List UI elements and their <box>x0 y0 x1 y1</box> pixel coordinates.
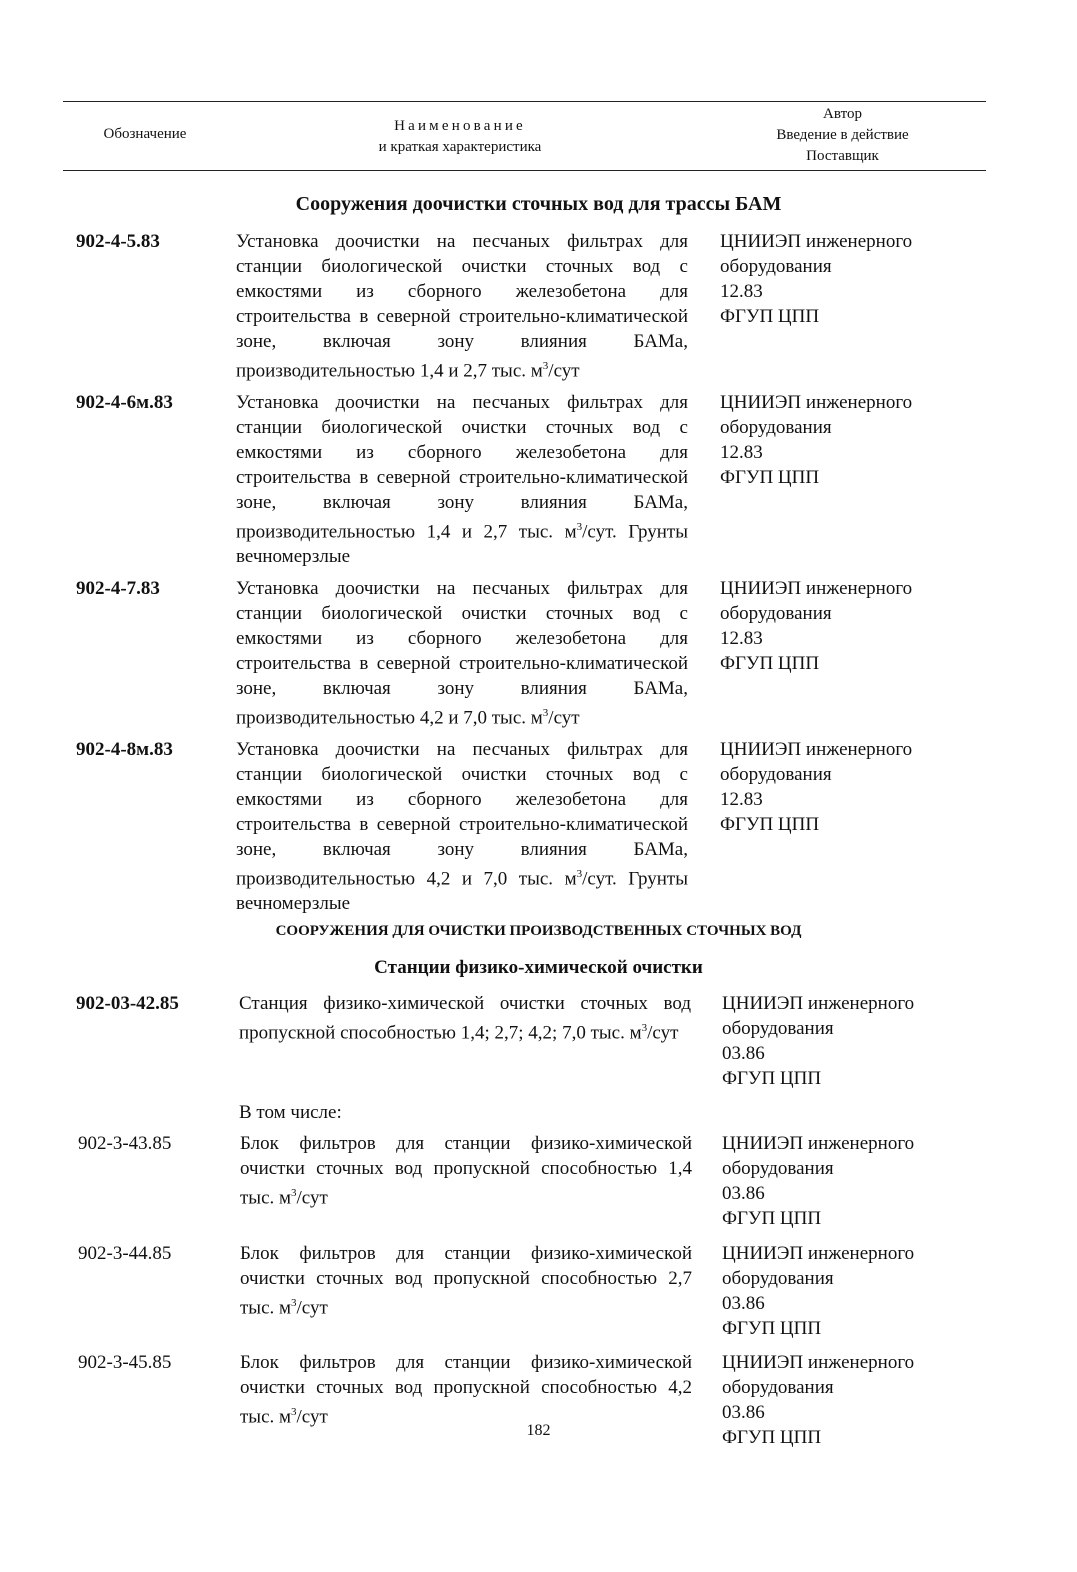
entry-author-block <box>720 737 980 837</box>
entry-date: 12.83 <box>720 442 763 463</box>
entry-author-block <box>722 1241 982 1341</box>
section-title-physchem: Станции физико-химической очистки <box>374 957 703 978</box>
entry-date: 03.86 <box>722 1043 765 1064</box>
header-col-name-line2: и краткая характеристика <box>378 139 542 155</box>
including-label: В том числе: <box>239 1102 342 1123</box>
entry-date: 03.86 <box>722 1293 765 1314</box>
entry-author-line2: оборудования <box>722 1268 834 1289</box>
entry-author-line2: оборудования <box>720 603 832 624</box>
section-title-bam: Сооружения доочистки сточных вод для трассы БАМ <box>295 193 782 215</box>
page-number: 182 <box>526 1422 551 1439</box>
header-bottom-rule <box>63 170 986 171</box>
entry-description: Блок фильтров для станции физико-химической очистки сточных вод пропускной способностью 4,2 тыс. $м^3$/сут <box>240 1352 692 1428</box>
header-col-author-line3: Поставщик <box>806 148 879 164</box>
entry-author: ЦНИИЭП инженерного <box>720 739 913 760</box>
entry-code: 902-4-8м.83 <box>76 739 173 760</box>
entry-code: 902-3-44.85 <box>78 1243 172 1264</box>
entry-author-line2: оборудования <box>720 256 832 277</box>
entry-description: Установка доочистки на песчаных фильтрах для станции биологической очистки сточных вод с емкостями из сборного железобетона для строительства в северной строительно-климатической зоне, включая зону влияния БАМа, производительностью 1,4 и 2,7 тыс. $м^3$/сут <box>236 231 688 382</box>
entry-date: 12.83 <box>720 628 763 649</box>
entry-author-line2: оборудования <box>722 1158 834 1179</box>
entry-supplier: ФГУП ЦПП <box>720 306 820 327</box>
entry-author: ЦНИИЭП инженерного <box>722 1352 915 1373</box>
entry-supplier: ФГУП ЦПП <box>722 1318 822 1339</box>
entry-code: 902-4-5.83 <box>76 231 160 252</box>
entry-date: 12.83 <box>720 789 763 810</box>
header-col-designation: Обозначение <box>103 126 187 142</box>
entry-author-line2: оборудования <box>720 417 832 438</box>
entry-author-line2: оборудования <box>722 1018 834 1039</box>
entry-description: Установка доочистки на песчаных фильтрах для станции биологической очистки сточных вод с емкостями из сборного железобетона для строительства в северной строительно-климатической зоне, включая зону влияния БАМа, производительностью 4,2 и 7,0 тыс. $м^3$/сут <box>236 578 688 729</box>
entry-supplier: ФГУП ЦПП <box>720 814 820 835</box>
entry-supplier: ФГУП ЦПП <box>720 467 820 488</box>
entry-description: Блок фильтров для станции физико-химической очистки сточных вод пропускной способностью 1,4 тыс. $м^3$/сут <box>240 1133 692 1209</box>
entry-date: 03.86 <box>722 1183 765 1204</box>
entry-author-block <box>720 390 980 490</box>
header-col-author <box>740 104 945 167</box>
entry-author: ЦНИИЭП инженерного <box>720 392 913 413</box>
entry-code: 902-3-43.85 <box>78 1133 172 1154</box>
entry-code: 902-03-42.85 <box>76 993 179 1014</box>
entry-supplier: ФГУП ЦПП <box>722 1208 822 1229</box>
entry-author: ЦНИИЭП инженерного <box>720 578 913 599</box>
entry-date: 03.86 <box>722 1402 765 1423</box>
entry-author: ЦНИИЭП инженерного <box>722 1243 915 1264</box>
entry-author: ЦНИИЭП инженерного <box>722 993 915 1014</box>
entry-author-line2: оборудования <box>722 1377 834 1398</box>
header-col-author-line1: Автор <box>823 106 862 122</box>
entry-date: 12.83 <box>720 281 763 302</box>
header-col-author-line2: Введение в действие <box>776 127 909 143</box>
section-title-industrial: СООРУЖЕНИЯ ДЛЯ ОЧИСТКИ ПРОИЗВОДСТВЕННЫХ СТОЧНЫХ ВОД <box>275 923 802 939</box>
entry-description: Блок фильтров для станции физико-химической очистки сточных вод пропускной способностью 2,7 тыс. $м^3$/сут <box>240 1243 692 1319</box>
entry-author-line2: оборудования <box>720 764 832 785</box>
entry-supplier: ФГУП ЦПП <box>720 653 820 674</box>
entry-author: ЦНИИЭП инженерного <box>720 231 913 252</box>
entry-author-block <box>720 576 980 676</box>
entry-author-block <box>720 229 980 329</box>
entry-author-block <box>722 1131 982 1231</box>
header-col-name-line1: Наименование <box>394 118 526 134</box>
header-col-name <box>300 116 620 158</box>
entry-description: Установка доочистки на песчаных фильтрах для станции биологической очистки сточных вод с емкостями из сборного железобетона для строительства в северной строительно-климатической зоне, включая зону влияния БАМа, производительностью 4,2 и 7,0 тыс. $м^3$/сут. Грунты вечномерзлые <box>236 739 688 915</box>
entry-author: ЦНИИЭП инженерного <box>722 1133 915 1154</box>
entry-supplier: ФГУП ЦПП <box>722 1068 822 1089</box>
entry-description: Установка доочистки на песчаных фильтрах для станции биологической очистки сточных вод с емкостями из сборного железобетона для строительства в северной строительно-климатической зоне, включая зону влияния БАМа, производительностью 1,4 и 2,7 тыс. $м^3$/сут. Грунты вечномерзлые <box>236 392 688 568</box>
entry-code: 902-4-6м.83 <box>76 392 173 413</box>
entry-author-block <box>722 991 982 1091</box>
entry-code: 902-4-7.83 <box>76 578 160 599</box>
entry-description: Станция физико-химической очистки сточных вод пропускной способностью 1,4; 2,7; 4,2; 7,0 тыс. $м^3$/сут <box>239 993 691 1044</box>
entry-supplier: ФГУП ЦПП <box>722 1427 822 1448</box>
header-top-rule <box>63 101 986 102</box>
entry-code: 902-3-45.85 <box>78 1352 172 1373</box>
